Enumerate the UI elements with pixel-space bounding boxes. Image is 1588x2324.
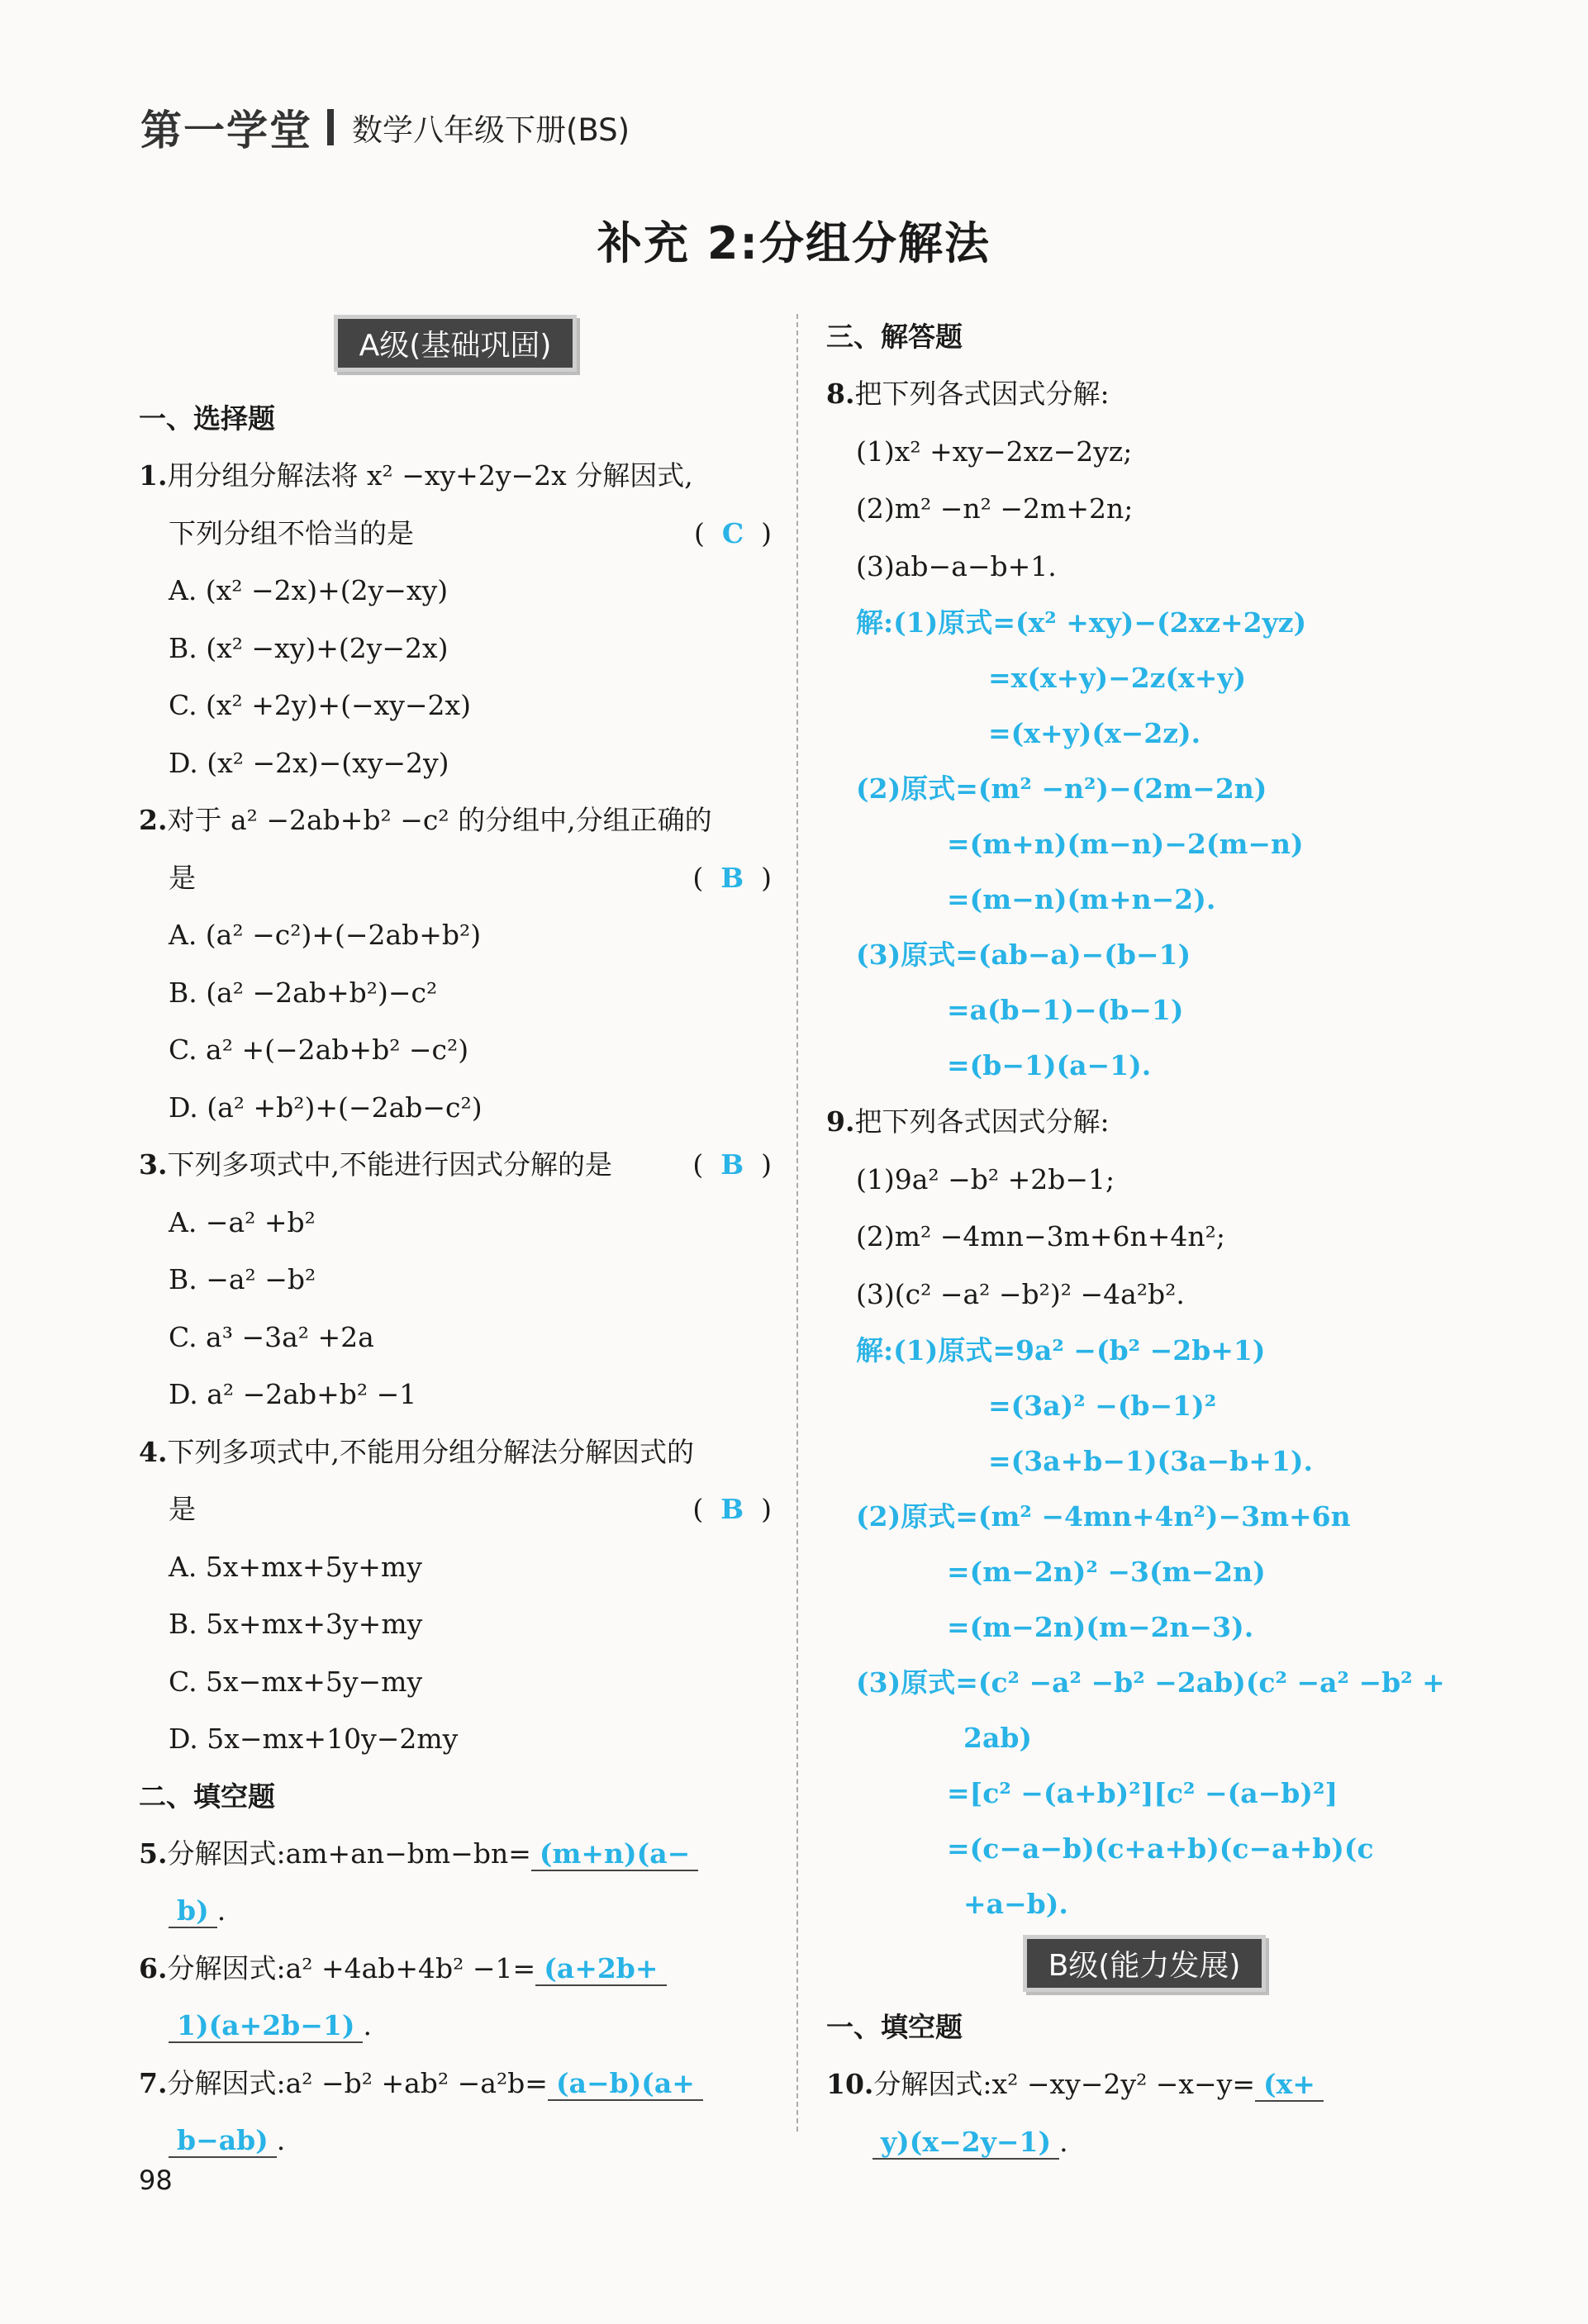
solution-line: (2)原式=(m² −n²)−(2m−2n) (856, 772, 1267, 805)
page-header (140, 97, 630, 157)
sub-item: (2)m² −4mn−3m+6n+4n²; (856, 1220, 1226, 1252)
question-2: 2.对于 a² −2ab+b² −c² 的分组中,分组正确的 是 ( B ) A. (a² −c²)+(−2ab+b²) B. (a² −2ab+b²)−c² C. a² +(−2ab+b² −c²) D. (a² +b²)+(−2ab−c²) (139, 791, 772, 1136)
section-fill: 二、填空题 (139, 1780, 275, 1813)
solution-line: =[c² −(a+b)²][c² −(a−b)²] (947, 1777, 1338, 1809)
answer-10-part1: (x+ (1255, 2068, 1324, 2102)
solution-line: =(m−2n)² −3(m−2n) (947, 1556, 1266, 1588)
option: D. (a² +b²)+(−2ab−c²) (169, 1091, 483, 1124)
right-column (826, 310, 1462, 2170)
solution-line: =(x+y)(x−2z). (988, 717, 1201, 749)
solution-line: (3)原式=(ab−a)−(b−1) (856, 939, 1191, 971)
solution-line: =(3a+b−1)(3a−b+1). (988, 1445, 1313, 1477)
question-4: 4.下列多项式中,不能用分组分解法分解因式的 是 ( B ) A. 5x+mx+5y+my B. 5x+mx+3y+my C. 5x−mx+5y−my D. 5x−mx+10y−2my (139, 1423, 772, 1768)
section-answer: 三、解答题 (826, 321, 963, 353)
answer-2: B (720, 861, 744, 894)
question-5: 5.分解因式:am+an−bm−bn= (m+n)(a− b) . (139, 1825, 772, 1940)
solution-line: =x(x+y)−2z(x+y) (988, 662, 1247, 694)
option: B. −a² −b² (169, 1263, 316, 1295)
answer-4: B (720, 1493, 744, 1525)
answer-1: C (721, 516, 744, 549)
answer-3: B (720, 1148, 744, 1181)
section-choice: 一、选择题 (139, 402, 275, 435)
sub-item: (2)m² −n² −2m+2n; (856, 492, 1134, 525)
brand-logo-text: 第一学堂 (140, 107, 312, 154)
option: A. (a² −c²)+(−2ab+b²) (169, 919, 482, 951)
option: C. 5x−mx+5y−my (169, 1665, 423, 1698)
option: C. a² +(−2ab+b² −c²) (169, 1034, 469, 1066)
option: D. 5x−mx+10y−2my (169, 1723, 459, 1755)
option: D. (x² −2x)−(xy−2y) (169, 746, 449, 779)
question-9: 9.把下列各式因式分解: (1)9a² −b² +2b−1; (2)m² −4mn−3m+6n+4n²; (3)(c² −a² −b²)² −4a²b². 解:(1)原式=9a² −(b² −2b+1) =(3a)² −(b−1)² =(3a+b−1)(3a−b+1). (2)原式=(m² −4mn+4n²)−3m+6n =(m−2n)² −3(m−2n) =(m−2n)(m−2n−3). (3)原式=(c² −a² −b² −2ab)(c² −a² −b² + 2ab) =[c² −(a+b)²][c² −(a−b)²] =(c−a−b)(c+a+b)(c−a+b)(c +a−b). (826, 1093, 1462, 1932)
option: C. (x² +2y)+(−xy−2x) (169, 689, 471, 721)
level-a-banner: A级(基础巩固) (139, 315, 772, 372)
option: A. 5x+mx+5y+my (169, 1550, 422, 1583)
option: B. (a² −2ab+b²)−c² (169, 976, 438, 1009)
option: C. a³ −3a² +2a (169, 1320, 374, 1353)
question-7: 7.分解因式:a² −b² +ab² −a²b= (a−b)(a+ b−ab) . (139, 2055, 772, 2170)
page-title: 补充 2:分组分解法 (597, 217, 991, 269)
answer-10-part2: y)(x−2y−1) (872, 2126, 1059, 2160)
answer-5-part1: (m+n)(a− (531, 1837, 698, 1871)
sub-item: (1)x² +xy−2xz−2yz; (856, 435, 1133, 468)
answer-6-part1: (a+2b+ (535, 1952, 666, 1986)
solution-line: =a(b−1)−(b−1) (947, 994, 1184, 1026)
option: B. 5x+mx+3y+my (169, 1608, 423, 1640)
option: B. (x² −xy)+(2y−2x) (169, 631, 449, 664)
question-1: 1.用分组分解法将 x² −xy+2y−2x 分解因式, 下列分组不恰当的是 ( C ) A. (x² −2x)+(2y−xy) B. (x² −xy)+(2y−2x) C. (x² +2y)+(−xy−2x) D. (x² −2x)−(xy−2y) (139, 447, 772, 791)
solution-line: 解:(1)原式=9a² −(b² −2b+1) (856, 1334, 1266, 1366)
solution-line: =(m−n)(m+n−2). (947, 883, 1216, 915)
option: A. −a² +b² (169, 1205, 316, 1238)
solution-line: +a−b). (963, 1888, 1068, 1920)
header-divider (327, 109, 334, 145)
question-10: 10.分解因式:x² −xy−2y² −x−y= (x+ y)(x−2y−1) . (826, 2055, 1462, 2170)
solution-line: 解:(1)原式=(x² +xy)−(2xz+2yz) (856, 606, 1307, 639)
column-divider (796, 314, 798, 2132)
question-3: 3.下列多项式中,不能进行因式分解的是 ( B ) A. −a² +b² B. −a² −b² C. a³ −3a² +2a D. a² −2ab+b² −1 (139, 1136, 772, 1423)
answer-7-part2: b−ab) (169, 2124, 277, 2158)
section-fill-b: 一、填空题 (826, 2011, 963, 2043)
sub-item: (3)(c² −a² −b²)² −4a²b². (856, 1277, 1185, 1310)
solution-line: =(m−2n)(m−2n−3). (947, 1611, 1254, 1643)
page-number: 98 (139, 2165, 173, 2196)
answer-7-part1: (a−b)(a+ (548, 2067, 703, 2101)
solution-line: =(b−1)(a−1). (947, 1049, 1152, 1081)
solution-line: (2)原式=(m² −4mn+4n²)−3m+6n (856, 1500, 1351, 1533)
question-6: 6.分解因式:a² +4ab+4b² −1= (a+2b+ 1)(a+2b−1) . (139, 1940, 772, 2055)
book-title: 数学八年级下册(BS) (352, 112, 630, 148)
solution-line: =(c−a−b)(c+a+b)(c−a+b)(c (947, 1832, 1374, 1865)
sub-item: (1)9a² −b² +2b−1; (856, 1162, 1115, 1195)
solution-line: =(m+n)(m−n)−2(m−n) (947, 828, 1304, 860)
answer-5-part2: b) (169, 1894, 217, 1928)
sub-item: (3)ab−a−b+1. (856, 549, 1057, 582)
left-column (139, 310, 772, 2170)
solution-line: (3)原式=(c² −a² −b² −2ab)(c² −a² −b² + (856, 1666, 1445, 1699)
option: D. a² −2ab+b² −1 (169, 1378, 417, 1410)
solution-line: =(3a)² −(b−1)² (988, 1390, 1217, 1422)
option: A. (x² −2x)+(2y−xy) (169, 574, 449, 606)
question-8: 8.把下列各式因式分解: (1)x² +xy−2xz−2yz; (2)m² −n² −2m+2n; (3)ab−a−b+1. 解:(1)原式=(x² +xy)−(2xz+2yz) =x(x+y)−2z(x+y) =(x+y)(x−2z). (2)原式=(m² −n²)−(2m−2n) =(m+n)(m−n)−2(m−n) =(m−n)(m+n−2). (3)原式=(ab−a)−(b−1) =a(b−1)−(b−1) =(b−1)(a−1). (826, 365, 1462, 1093)
level-b-banner: B级(能力发展) (826, 1935, 1462, 1992)
answer-6-part2: 1)(a+2b−1) (169, 2009, 363, 2043)
solution-line: 2ab) (963, 1722, 1033, 1754)
